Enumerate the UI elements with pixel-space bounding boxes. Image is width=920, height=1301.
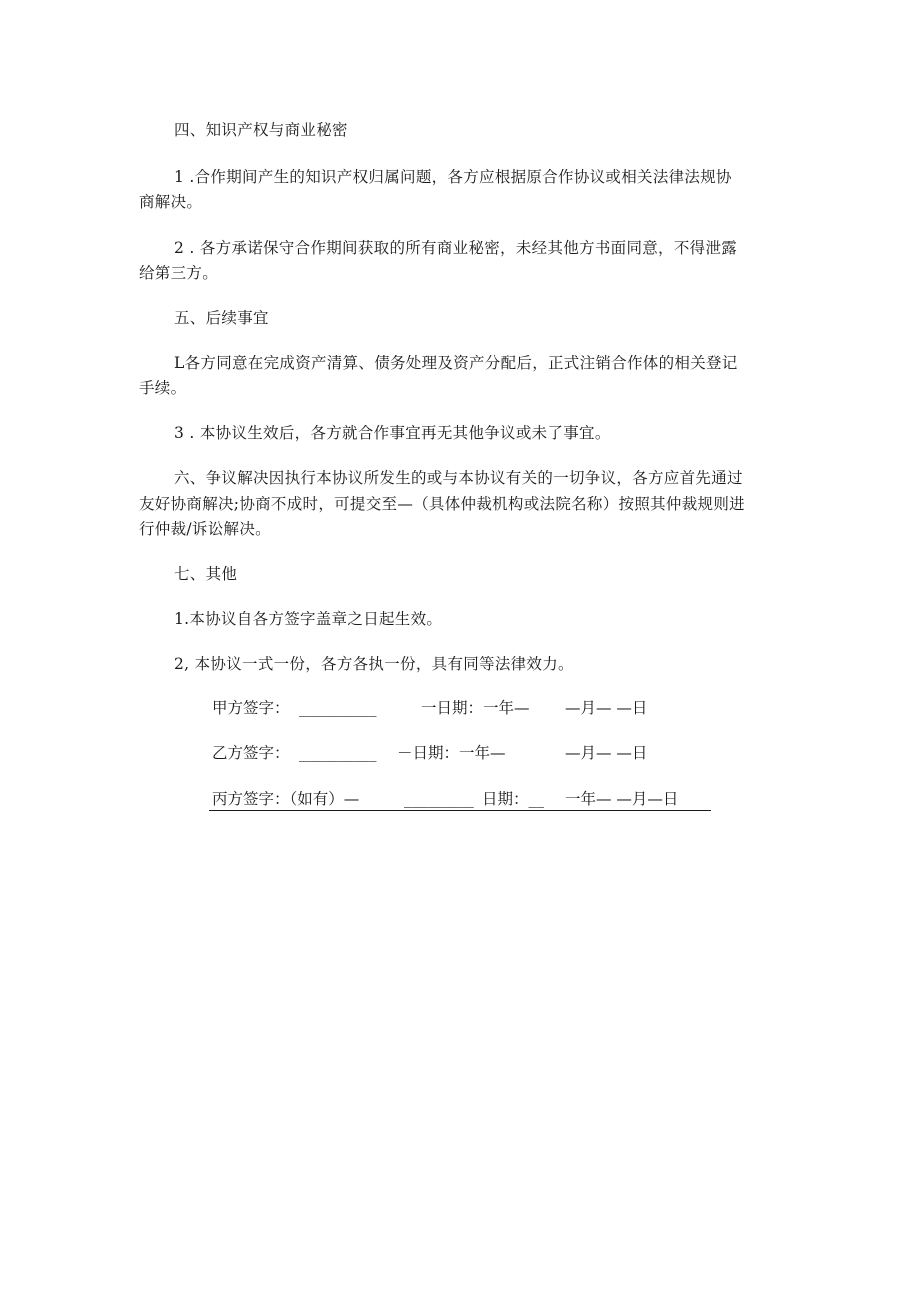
party-c-year-month-day: 一年— —月—日 <box>565 790 679 808</box>
section-4-item-1-line-2: 商解决。 <box>139 193 203 211</box>
section-5-item-1-line-2: 手续。 <box>139 379 187 397</box>
party-c-signature-label: 丙方签字：（如有）— <box>212 790 360 808</box>
party-b-signature-label: 乙方签字： <box>212 744 290 762</box>
section-4-item-1-line-1: 1 .合作期间产生的知识产权归属问题，各方应根据原合作协议或相关法律法规协 <box>174 168 732 186</box>
party-b-signature-blank: __________ <box>299 744 377 762</box>
party-b-date-label: －日期：一年— <box>397 744 506 762</box>
section-6-line-1: 六、争议解决因执行本协议所发生的或与本协议有关的一切争议，各方应首先通过 <box>174 469 743 487</box>
party-c-underline <box>209 810 711 811</box>
party-a-signature-blank: __________ <box>299 699 377 717</box>
section-6-line-3: 行仲裁/诉讼解决。 <box>139 520 271 538</box>
party-c-date-label: 日期：__ <box>482 790 545 808</box>
party-c-signature-blank: _________ <box>404 790 474 808</box>
party-b-month-day: —月— —日 <box>565 744 648 762</box>
section-5-item-1-line-1: L各方同意在完成资产清算、债务处理及资产分配后，正式注销合作体的相关登记 <box>174 354 738 372</box>
party-a-date-label: 一日期：一年— <box>421 699 530 717</box>
section-7-heading: 七、其他 <box>174 565 238 583</box>
section-5-heading: 五、后续事宜 <box>174 309 269 327</box>
party-a-signature-label: 甲方签字： <box>212 699 290 717</box>
section-4-item-2-line-1: 2 . 各方承诺保守合作期间获取的所有商业秘密，未经其他方书面同意，不得泄露 <box>174 239 738 257</box>
party-a-month-day: —月— —日 <box>565 699 648 717</box>
section-5-item-3: 3 . 本协议生效后，各方就合作事宜再无其他争议或未了事宜。 <box>174 424 611 442</box>
section-7-item-1: 1.本协议自各方签字盖章之日起生效。 <box>174 610 443 628</box>
section-6-line-2: 友好协商解决;协商不成时，可提交至—（具体仲裁机构或法院名称）按照其仲裁规则进 <box>139 495 745 513</box>
section-4-item-2-line-2: 给第三方。 <box>139 264 219 282</box>
section-7-item-2: 2, 本协议一式一份，各方各执一份，具有同等法律效力。 <box>174 655 574 673</box>
section-4-heading: 四、知识产权与商业秘密 <box>174 121 348 139</box>
